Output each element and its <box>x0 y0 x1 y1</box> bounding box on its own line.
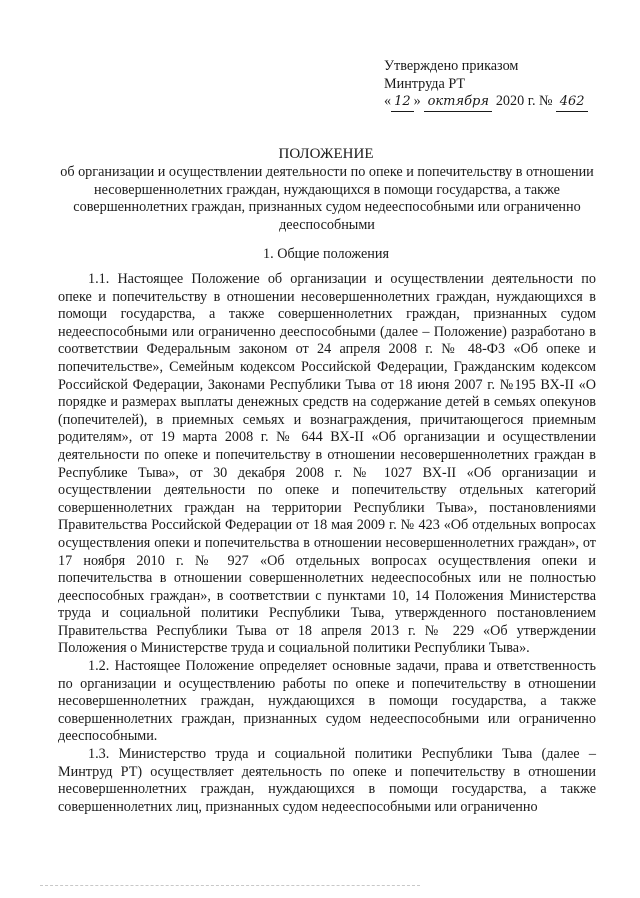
order-number: 462 <box>556 93 588 112</box>
section-heading: 1. Общие положения <box>263 246 389 262</box>
approval-line-2: Минтруда РТ <box>384 75 466 92</box>
paragraph-1-1: 1.1. Настоящее Положение об организации и осуществлении деятельности по опеке и попечительству в отношении несовершеннолетних граждан, нуждающихся в помощи государства, а также совершеннолетних граждан, признанных судом недееспособными или ограниченно дееспособными (далее – Положение) разработано в соответствии Федеральным законом от 24 апреля 2008 г. № 48-ФЗ «Об опеке и попечительстве», Семейным кодексом Российской Федерации, Гражданским кодексом Российской Федерации, Законами Республики Тыва от 18 июня 2007 г. №195 ВХ-II «О порядке и размерах выплаты денежных средств на содержание детей в семьях опекунов (попечителей), в приемных семьях и вознаграждения, причитающегося приемным родителям», от 19 марта 2008 г. № 644 ВХ-II «Об организации и осуществлении деятельности по опеке и попечительству в отношении несовершеннолетних граждан в Республике Тыва», от 30 декабря 2008 г. № 1027 ВХ-II «Об организации и осуществлении деятельности по опеке и попечительству отдельных категорий совершеннолетних граждан на территории Республики Тыва», постановлениями Правительства Российской Федерации от 18 мая 2009 г. № 423 «Об отдельных вопросах осуществления опеки и попечительства в отношении несовершеннолетних граждан», от 17 ноября 2010 г. № 927 «Об отдельных вопросах осуществления опеки и попечительства в отношении совершеннолетних недееспособных или не полностью дееспособных граждан», в соответствии с пунктами 10, 14 Положения Министерства труда и социальной политики Республики Тыва, утвержденного постановлением Правительства Республики Тыва от 18 апреля 2013 г. № 229 «Об утверждении Положения о Министерстве труда и социальной политики Республики Тыва». <box>58 271 596 657</box>
approval-stamp <box>384 58 624 112</box>
document-body <box>58 271 596 816</box>
paragraph-1-2: 1.2. Настоящее Положение определяет основные задачи, права и ответственность по организации и осуществлению работы по опеке и попечительству в отношении несовершеннолетних граждан, нуждающихся в помощи государства, а также совершеннолетних граждан, признанных судом недееспособными или ограниченно дееспособными. <box>58 658 596 745</box>
date-close-quote: » <box>413 93 421 110</box>
date-month: октября <box>424 93 492 112</box>
document-title: ПОЛОЖЕНИЕ <box>278 146 374 162</box>
date-day: 12 <box>391 93 414 112</box>
document-subtitle: об организации и осуществлении деятельности по опеке и попечительству в отношении несовершеннолетних граждан, нуждающихся в помощи государства, а также совершеннолетних граждан, признанных судом недееспособными или ограниченно дееспособными <box>60 164 594 233</box>
paragraph-1-3: 1.3. Министерство труда и социальной политики Республики Тыва (далее – Минтруд РТ) осуществляет деятельность по опеке и попечительству в отношении несовершеннолетних граждан, нуждающихся в помощи государства, а также совершеннолетних лиц, признанных судом недееспособными или ограниченно <box>58 746 596 815</box>
approval-line-1: Утверждено приказом <box>384 58 519 74</box>
scan-footer-line <box>40 885 420 886</box>
date-open-quote: « <box>384 93 392 110</box>
approval-date-line <box>384 93 624 112</box>
date-year: 2020 г. № <box>495 93 553 110</box>
